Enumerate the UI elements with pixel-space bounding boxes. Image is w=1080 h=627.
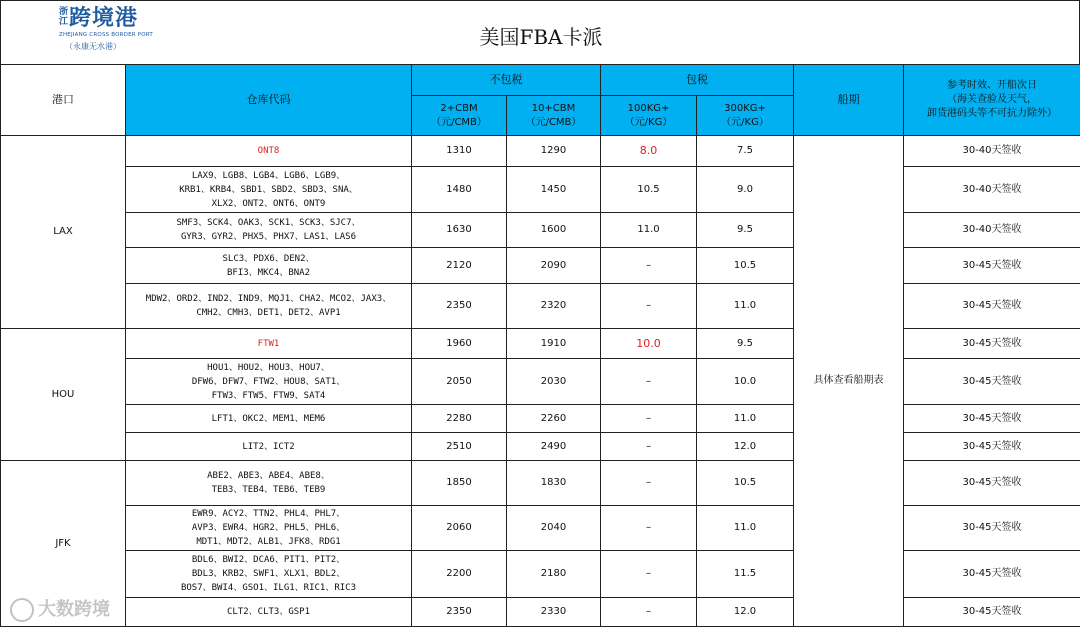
price-2cbm-cell: 2350	[412, 284, 507, 329]
table-row	[1, 167, 1080, 213]
price-100kg-cell: –	[601, 248, 697, 284]
price-300kg-cell: 11.0	[697, 506, 794, 551]
warehouse-cell: FTW1	[126, 329, 412, 359]
header-col-2cbm: 2+CBM （元/CMB）	[412, 96, 507, 136]
title-bar	[0, 0, 1080, 65]
price-100kg-cell: –	[601, 405, 697, 433]
header-col-100kg: 100KG+ （元/KG）	[601, 96, 697, 136]
price-100kg-cell: 10.0	[601, 329, 697, 359]
price-300kg-cell: 12.0	[697, 598, 794, 627]
warehouse-cell: HOU1、HOU2、HOU3、HOU7、 DFW6、DFW7、FTW2、HOU8、SAT1、 FTW3、FTW5、FTW9、SAT4	[126, 359, 412, 405]
table-row	[1, 405, 1080, 433]
port-cell: JFK	[1, 461, 126, 627]
table-row	[1, 284, 1080, 329]
price-10cbm-cell: 1910	[507, 329, 601, 359]
price-2cbm-cell: 1960	[412, 329, 507, 359]
price-100kg-cell: –	[601, 551, 697, 598]
price-300kg-cell: 9.0	[697, 167, 794, 213]
port-cell: HOU	[1, 329, 126, 461]
price-10cbm-cell: 2030	[507, 359, 601, 405]
warehouse-cell: LFT1、OKC2、MEM1、MEM6	[126, 405, 412, 433]
price-300kg-cell: 11.0	[697, 405, 794, 433]
transit-time-cell: 30-45天签收	[904, 405, 1080, 433]
header-port: 港口	[1, 65, 126, 136]
page-title: 美国FBA卡派	[479, 25, 603, 49]
price-300kg-cell: 10.0	[697, 359, 794, 405]
price-100kg-cell: –	[601, 461, 697, 506]
price-300kg-cell: 9.5	[697, 329, 794, 359]
price-300kg-cell: 11.0	[697, 284, 794, 329]
price-10cbm-cell: 1450	[507, 167, 601, 213]
header-col-300kg: 300KG+ （元/KG）	[697, 96, 794, 136]
price-2cbm-cell: 1310	[412, 136, 507, 167]
transit-time-cell: 30-45天签收	[904, 329, 1080, 359]
transit-time-cell: 30-45天签收	[904, 433, 1080, 461]
header-schedule: 船期	[794, 65, 904, 136]
logo-english: ZHEJIANG CROSS BORDER PORT	[59, 32, 153, 38]
watermark-icon	[10, 598, 34, 622]
warehouse-cell: ONT8	[126, 136, 412, 167]
warehouse-cell: CLT2、CLT3、GSP1	[126, 598, 412, 627]
price-10cbm-cell: 2260	[507, 405, 601, 433]
transit-time-cell: 30-45天签收	[904, 598, 1080, 627]
price-2cbm-cell: 2060	[412, 506, 507, 551]
price-300kg-cell: 10.5	[697, 461, 794, 506]
price-10cbm-cell: 1290	[507, 136, 601, 167]
price-2cbm-cell: 1630	[412, 213, 507, 248]
price-2cbm-cell: 2200	[412, 551, 507, 598]
table-row	[1, 551, 1080, 598]
watermark-text: 大数跨境	[38, 599, 110, 620]
table-row	[1, 433, 1080, 461]
transit-time-cell: 30-45天签收	[904, 551, 1080, 598]
price-2cbm-cell: 1850	[412, 461, 507, 506]
price-10cbm-cell: 2330	[507, 598, 601, 627]
table-row	[1, 506, 1080, 551]
table-row	[1, 359, 1080, 405]
warehouse-cell: MDW2、ORD2、IND2、IND9、MQJ1、CHA2、MCO2、JAX3、 CMH2、CMH3、DET1、DET2、AVP1	[126, 284, 412, 329]
price-2cbm-cell: 2350	[412, 598, 507, 627]
price-100kg-cell: 8.0	[601, 136, 697, 167]
table-row	[1, 329, 1080, 359]
table-row	[1, 461, 1080, 506]
table-row	[1, 248, 1080, 284]
warehouse-cell: ABE2、ABE3、ABE4、ABE8、 TEB3、TEB4、TEB6、TEB9	[126, 461, 412, 506]
table-row	[1, 136, 1080, 167]
price-2cbm-cell: 1480	[412, 167, 507, 213]
price-10cbm-cell: 2320	[507, 284, 601, 329]
price-100kg-cell: –	[601, 598, 697, 627]
price-2cbm-cell: 2050	[412, 359, 507, 405]
transit-time-cell: 30-40天签收	[904, 167, 1080, 213]
transit-time-cell: 30-45天签收	[904, 461, 1080, 506]
price-100kg-cell: –	[601, 506, 697, 551]
price-100kg-cell: 10.5	[601, 167, 697, 213]
transit-time-cell: 30-45天签收	[904, 506, 1080, 551]
warehouse-cell: LIT2、ICT2	[126, 433, 412, 461]
price-100kg-cell: 11.0	[601, 213, 697, 248]
warehouse-cell: BDL6、BWI2、DCA6、PIT1、PIT2、 BDL3、KRB2、SWF1、XLX1、BDL2、 BOS7、BWI4、GSO1、ILG1、RIC1、RIC3	[126, 551, 412, 598]
header-no-tax: 不包税	[412, 65, 601, 96]
header-tax: 包税	[601, 65, 794, 96]
rate-table	[0, 64, 1080, 627]
price-100kg-cell: –	[601, 433, 697, 461]
price-100kg-cell: –	[601, 284, 697, 329]
transit-time-cell: 30-40天签收	[904, 213, 1080, 248]
warehouse-cell: EWR9、ACY2、TTN2、PHL4、PHL7、 AVP3、EWR4、HGR2、PHL5、PHL6、 MDT1、MDT2、ALB1、JFK8、RDG1	[126, 506, 412, 551]
warehouse-cell: SLC3、PDX6、DEN2、 BFI3、MKC4、BNA2	[126, 248, 412, 284]
price-300kg-cell: 12.0	[697, 433, 794, 461]
price-300kg-cell: 7.5	[697, 136, 794, 167]
price-10cbm-cell: 1830	[507, 461, 601, 506]
price-100kg-cell: –	[601, 359, 697, 405]
transit-time-cell: 30-45天签收	[904, 248, 1080, 284]
logo-subtitle: （永康无水港）	[65, 42, 121, 51]
price-10cbm-cell: 2040	[507, 506, 601, 551]
price-10cbm-cell: 2090	[507, 248, 601, 284]
port-cell: LAX	[1, 136, 126, 329]
table-row	[1, 213, 1080, 248]
transit-time-cell: 30-45天签收	[904, 359, 1080, 405]
table-row	[1, 598, 1080, 627]
price-300kg-cell: 10.5	[697, 248, 794, 284]
header-time: 参考时效、开船次日 （海关查验及天气， 卸货港码头等不可抗力除外）	[904, 65, 1080, 136]
transit-time-cell: 30-40天签收	[904, 136, 1080, 167]
price-300kg-cell: 9.5	[697, 213, 794, 248]
header-warehouse: 仓库代码	[126, 65, 412, 136]
price-300kg-cell: 11.5	[697, 551, 794, 598]
price-10cbm-cell: 2490	[507, 433, 601, 461]
logo-prefix: 浙江	[59, 7, 70, 27]
transit-time-cell: 30-45天签收	[904, 284, 1080, 329]
header-col-10cbm: 10+CBM （元/CMB）	[507, 96, 601, 136]
warehouse-cell: LAX9、LGB8、LGB4、LGB6、LGB9、 KRB1、KRB4、SBD1、SBD2、SBD3、SNA、 XLX2、ONT2、ONT6、ONT9	[126, 167, 412, 213]
price-2cbm-cell: 2120	[412, 248, 507, 284]
price-10cbm-cell: 1600	[507, 213, 601, 248]
logo-main: 跨境港	[69, 5, 139, 31]
warehouse-cell: SMF3、SCK4、OAK3、SCK1、SCK3、SJC7、 GYR3、GYR2、PHX5、PHX7、LAS1、LAS6	[126, 213, 412, 248]
price-10cbm-cell: 2180	[507, 551, 601, 598]
price-2cbm-cell: 2280	[412, 405, 507, 433]
schedule-cell: 具体查看船期表	[794, 136, 904, 627]
price-2cbm-cell: 2510	[412, 433, 507, 461]
watermark	[10, 595, 110, 622]
